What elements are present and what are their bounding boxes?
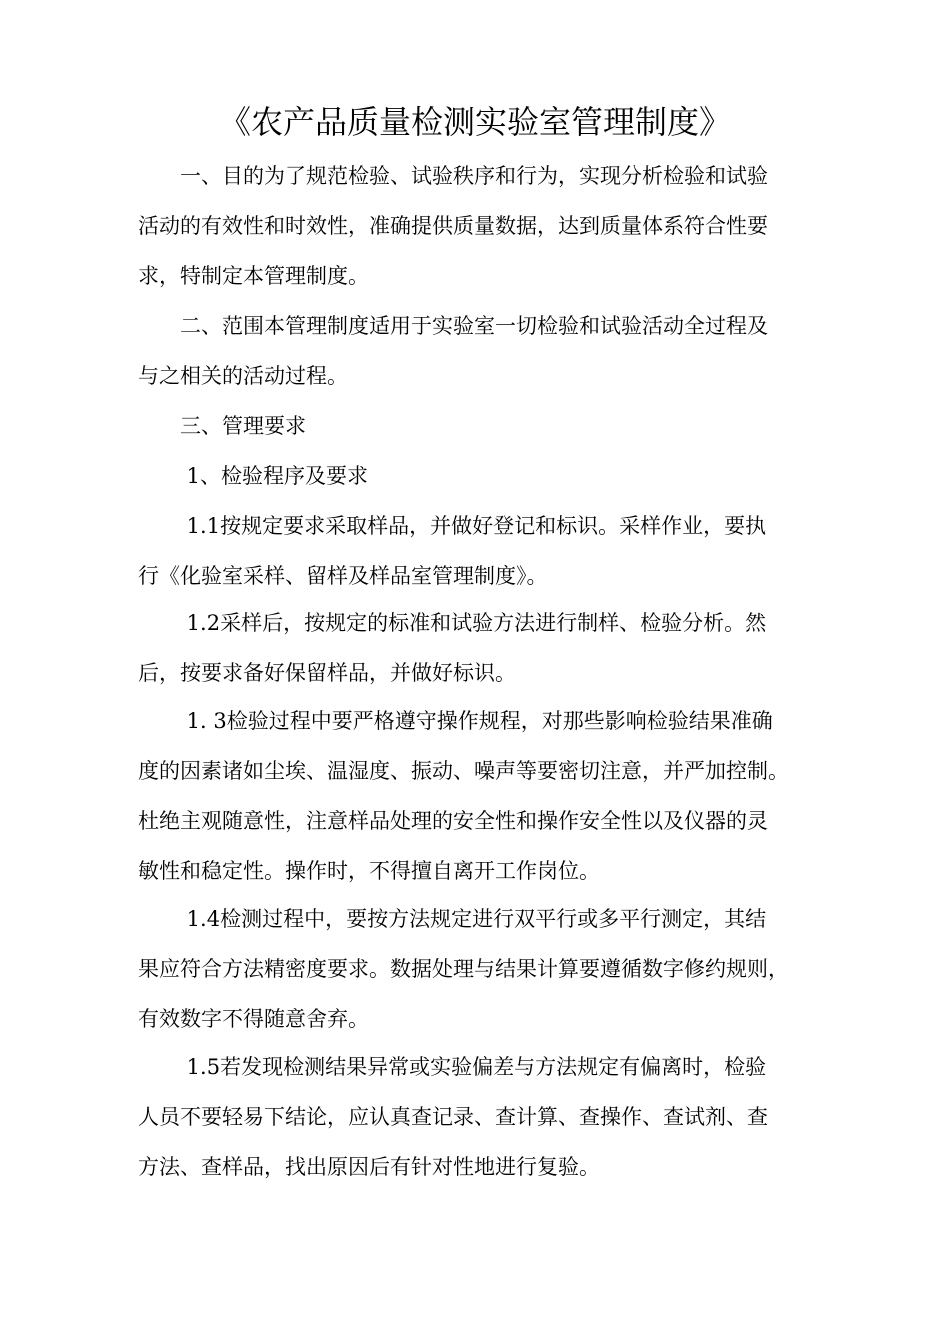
paragraph-line: 果应符合方法精密度要求。数据处理与结果计算要遵循数字修约规则， <box>138 957 789 981</box>
paragraph-line: 1. 3检验过程中要严格遵守操作规程，对那些影响检验结果准确 <box>138 709 773 733</box>
paragraph-line: 1.4检测过程中，要按方法规定进行双平行或多平行测定，其结 <box>138 907 767 931</box>
paragraph-line: 与之相关的活动过程。 <box>138 364 348 388</box>
paragraph-line: 杜绝主观随意性，注意样品处理的安全性和操作安全性以及仪器的灵 <box>138 809 768 833</box>
subsection-heading: 1、检验程序及要求 <box>138 464 369 488</box>
paragraph-line: 方法、查样品，找出原因后有针对性地进行复验。 <box>138 1155 600 1179</box>
paragraph-line: 1.2采样后，按规定的标准和试验方法进行制样、检验分析。然 <box>138 611 767 635</box>
paragraph-line: 求，特制定本管理制度。 <box>138 264 369 288</box>
document-title: 《农产品质量检测实验室管理制度》 <box>218 103 731 141</box>
paragraph-line: 度的因素诸如尘埃、温湿度、振动、噪声等要密切注意，并严加控制。 <box>138 759 789 783</box>
paragraph-line: 1.5若发现检测结果异常或实验偏差与方法规定有偏离时，检验 <box>138 1055 767 1079</box>
paragraph-line: 一、目的为了规范检验、试验秩序和行为，实现分析检验和试验 <box>138 164 768 188</box>
section-heading: 三、管理要求 <box>138 414 306 438</box>
paragraph-line: 1.1按规定要求采取样品，并做好登记和标识。采样作业，要执 <box>138 514 767 538</box>
paragraph-line: 后，按要求备好保留样品，并做好标识。 <box>138 661 516 685</box>
paragraph-line: 二、范围本管理制度适用于实验室一切检验和试验活动全过程及 <box>138 314 768 338</box>
paragraph-line: 行《化验室采样、留样及样品室管理制度》。 <box>138 564 548 588</box>
paragraph-line: 有效数字不得随意舍弃。 <box>138 1007 369 1031</box>
paragraph-line: 敏性和稳定性。操作时，不得擅自离开工作岗位。 <box>138 859 600 883</box>
paragraph-line: 活动的有效性和时效性，准确提供质量数据，达到质量体系符合性要 <box>138 214 768 238</box>
paragraph-line: 人员不要轻易下结论，应认真查记录、查计算、查操作、查试剂、查 <box>138 1105 768 1129</box>
